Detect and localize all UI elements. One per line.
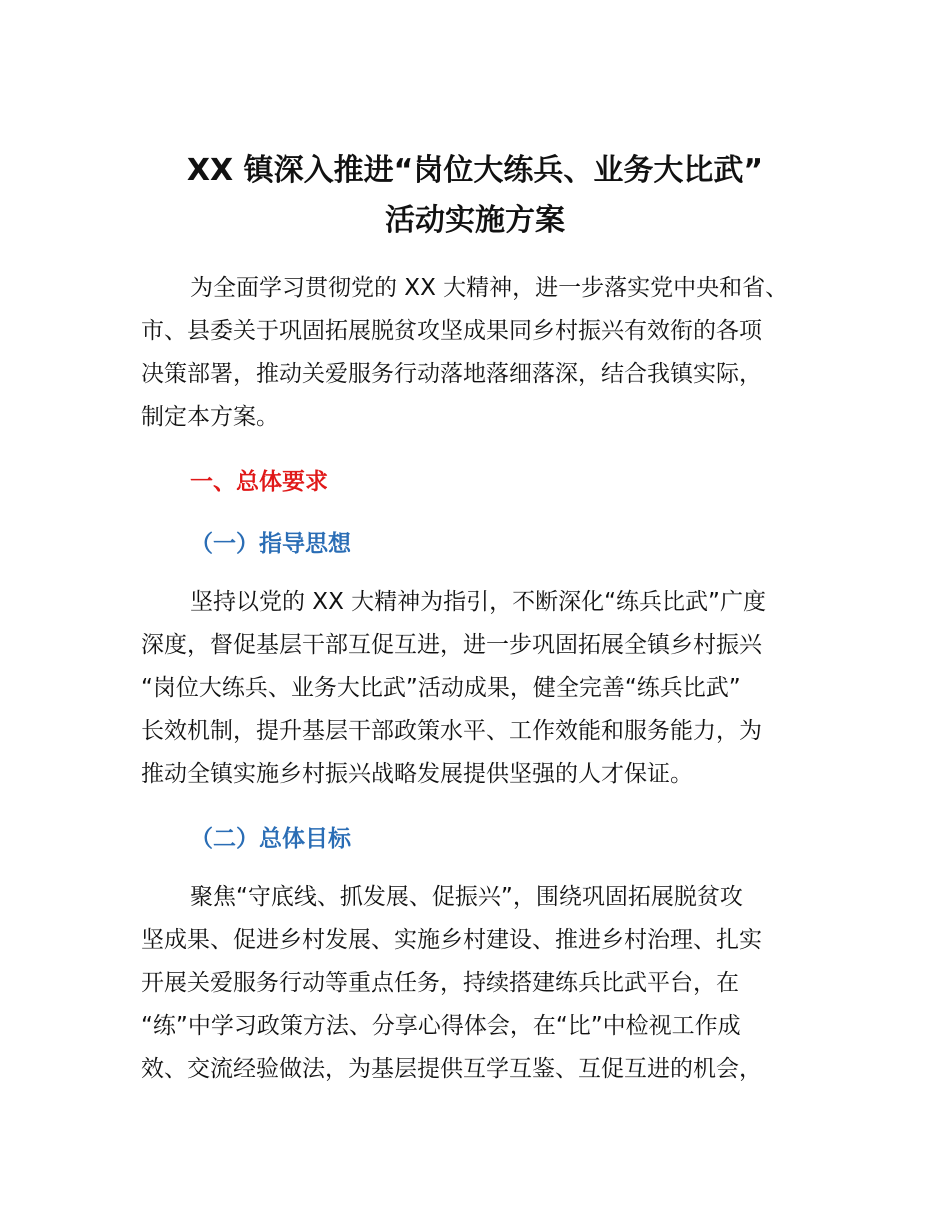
overall-goal-line: 开展关爱服务行动等重点任务，持续搭建练兵比武平台，在 (141, 970, 739, 996)
guiding-ideology-line: “岗位大练兵、业务大比武”活动成果，健全完善“练兵比武” (141, 675, 741, 701)
subsection-heading-guiding-ideology: （一）指导思想 (190, 531, 351, 557)
guiding-ideology-line: 长效机制，提升基层干部政策水平、工作效能和服务能力，为 (141, 718, 762, 744)
guiding-ideology-line: 坚持以党的 XX 大精神为指引，不断深化“练兵比武”广度 (190, 589, 766, 615)
overall-goal-line: 效、交流经验做法，为基层提供互学互鉴、互促互进的机会， (141, 1056, 762, 1082)
intro-paragraph-line: 市、县委关于巩固拓展脱贫攻坚成果同乡村振兴有效衔的各项 (141, 318, 762, 344)
section-heading-general-requirements: 一、总体要求 (190, 469, 328, 495)
intro-paragraph-line: 为全面学习贯彻党的 XX 大精神，进一步落实党中央和省、 (190, 275, 789, 301)
overall-goal-line: 聚焦“守底线、抓发展、促振兴”，围绕巩固拓展脱贫攻 (190, 884, 743, 910)
document-title-line-1: XX 镇深入推进“岗位大练兵、业务大比武” (186, 153, 764, 188)
overall-goal-line: “练”中学习政策方法、分享心得体会，在“比”中检视工作成 (141, 1013, 741, 1039)
intro-paragraph-line: 决策部署，推动关爱服务行动落地落细落深，结合我镇实际， (141, 361, 762, 387)
overall-goal-line: 坚成果、促进乡村发展、实施乡村建设、推进乡村治理、扎实 (141, 927, 762, 953)
document-title-line-2: 活动实施方案 (385, 203, 565, 238)
intro-paragraph-line: 制定本方案。 (141, 404, 279, 430)
guiding-ideology-line: 推动全镇实施乡村振兴战略发展提供坚强的人才保证。 (141, 761, 693, 787)
subsection-heading-overall-goal: （二）总体目标 (190, 826, 351, 852)
guiding-ideology-line: 深度，督促基层干部互促互进，进一步巩固拓展全镇乡村振兴 (141, 632, 762, 658)
